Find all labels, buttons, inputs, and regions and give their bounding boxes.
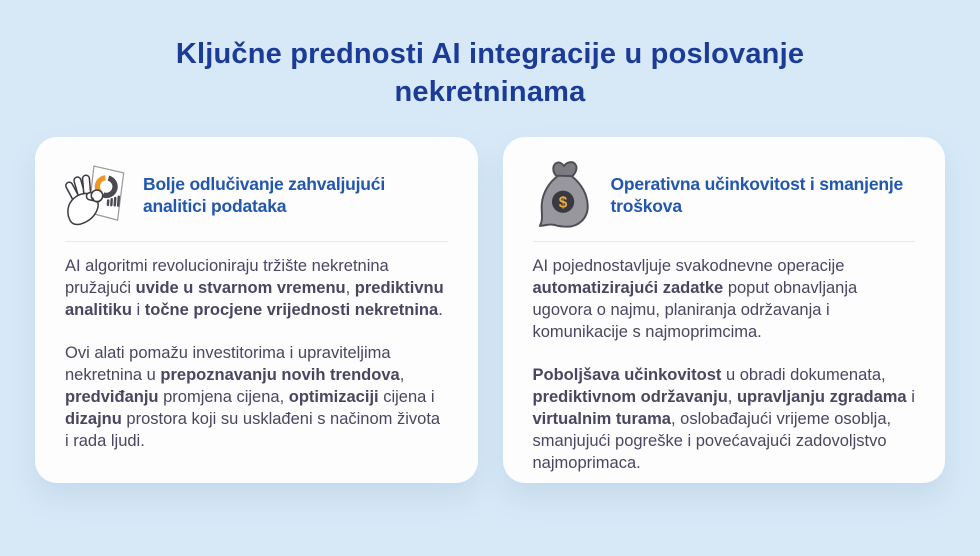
money-bag-dollar-icon: [533, 157, 597, 233]
divider: [533, 241, 916, 242]
cards-row: [35, 137, 945, 483]
infographic-page: [0, 36, 980, 483]
card-header: [533, 157, 916, 233]
card-data-analytics: [35, 137, 478, 483]
card-body: [533, 256, 916, 474]
card-operational-efficiency: [503, 137, 946, 483]
card-body: [65, 256, 448, 453]
card-header: [65, 157, 448, 233]
card-paragraph: Ovi alati pomažu investitorima i upraviteljima nekretnina u prepoznavanju novih trendova, predviđanju promjena cijena, optimizaciji cijena i dizajnu prostora koji su usklađeni s načinom života i rada ljudi.: [65, 344, 441, 450]
card-heading: Operativna učinkovitost i smanjenje troškova: [610, 173, 904, 217]
divider: [65, 241, 448, 242]
card-paragraph: Poboljšava učinkovitost u obradi dokumenata, prediktivnom održavanju, upravljanju zgradama i virtualnim turama, oslobađajući vrijeme osoblja, smanjujući pogreške i povećavajući zadovoljstvo najmoprimaca.: [532, 366, 915, 472]
card-paragraph: AI algoritmi revolucioniraju tržište nekretnina pružajući uvide u stvarnom vremenu, prediktivnu analitiku i točne procjene vrijednosti nekretnina.: [65, 257, 444, 320]
svg-text:$: $: [558, 194, 567, 212]
card-paragraph: AI pojednostavljuje svakodnevne operacije automatizirajući zadatke poput obnavljanja ugovora o najmu, planiranja održavanja i komunikacije s najmoprimcima.: [532, 257, 858, 342]
card-heading: Bolje odlučivanje zahvaljujući analitici podataka: [143, 173, 385, 217]
page-title: Ključne prednosti AI integracije u poslovanje nekretninama: [175, 38, 805, 108]
hand-holding-analytics-card-icon: [65, 157, 129, 233]
